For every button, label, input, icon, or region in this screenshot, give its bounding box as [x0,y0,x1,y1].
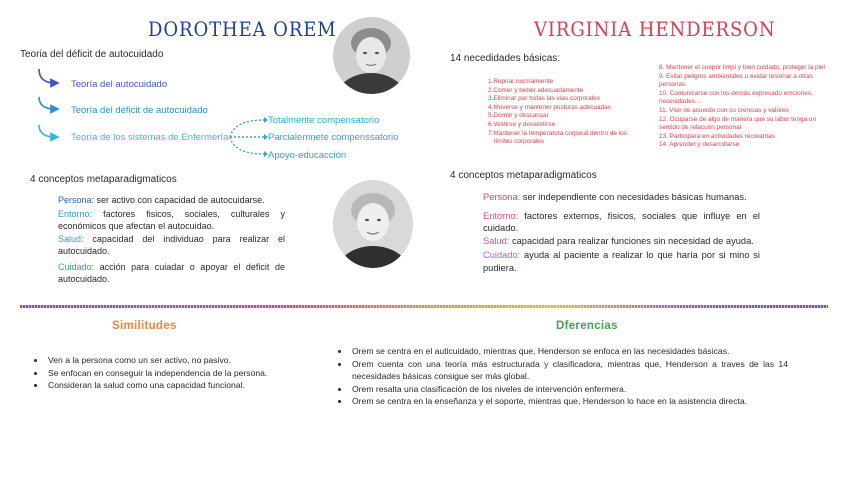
concept-text: acción para cuiadar o apoyar el deficit de autocuidado. [58,261,285,284]
need-item: 2.Comer y beber adecuadamente [488,86,584,94]
concept-label: Persona: [483,192,521,202]
concept-text: capacidad del individuao para realizar el autocuidado. [58,233,285,256]
henderson-concepts [483,191,760,274]
concept-text: capacidad para realizar funciones sin necesidad de ayuda. [509,235,754,246]
henderson-concept-persona [483,191,760,204]
orem-concept-salud [58,233,285,258]
list-item: • Orem se centra en el auticuidado, mientras que, Henderson se enfoca en las necesidades básicas. [350,345,788,358]
need-item: 13. Participara en actividades recreatnas [659,132,775,140]
henderson-concept-salud [483,235,760,248]
diferencias-list [338,345,788,408]
orem-theory-heading: Teoria del déficit de autocuidado [20,49,164,60]
needs-list-right [659,64,827,150]
need-item: 14. Aprender y desarrollarse [659,141,740,149]
system-parcial: Parcialemnete compenssatorio [268,132,399,143]
list-item: • Orem se centra en la enseñanza y el soporte, mientras que, Henderson lo hace en la asistencia directa. [350,395,788,408]
needs-list-left [488,78,638,147]
orem-concepts-heading: 4 conceptos metaparadigmaticos [30,174,177,185]
need-item: 5.Dormir y descansar [488,112,549,120]
henderson-needs-heading: 14 necedidades básicas: [450,53,561,64]
list-item: • Ven a la persona como un ser activo, no pasivo. [46,354,324,367]
need-item: 10. Comunicarse con los demás expresado emciones, necesidades.... [659,89,813,106]
orem-portrait [333,17,410,94]
need-item: 4.Moverse y mantener posturas adecuadas [488,103,611,111]
need-item: 11. Vivir de acuerdo con su crencias y valores [659,106,789,114]
concept-text: ser activo con capacidad de autocuidarse. [94,195,265,205]
concept-text: factores fisicos, sociales, culturales y económicos que afectan el autocuidao. [58,208,285,231]
need-item: 7.Mantener la temperatura corporal dentro de los límites corporales [488,129,627,146]
concept-label: Cuidado: [58,261,95,272]
orem-title: DOROTHEA OREM [148,17,337,41]
list-item: • Orem cuenta con una teoría más estructurada y clasificadora, mientras que, Henderson a traves de las 14 necesidades básicas consigue ser más global. [350,358,788,383]
need-item: 6.Vestirse y desvestirse [488,120,556,128]
theory-sistemas: Teoría de los sistemas de Enfermería [71,132,229,143]
list-item: • Se enfocan en conseguir la independencia de la persona. [46,367,324,380]
concept-label: Entorno: [483,210,519,221]
need-item: 12. Ocuparse de algo de manera que su labor tenga un sentido de relacuon personal [659,115,817,132]
henderson-concept-cuidado [483,249,760,274]
concept-text: ayuda al paciente a realizar lo que haría por si mino si pudiera. [483,250,760,273]
orem-concept-cuidado [58,261,285,286]
concept-label: Cuidado: [483,250,521,260]
list-item: • Orem resalta una clasificación de los niveles de intervención enfermera. [350,383,788,396]
orem-concept-persona [58,194,285,207]
need-item: 3.Eliminar por todas las vías corporales [488,95,600,103]
need-item: 8. Mantener el cuepor limpi y bien cuidado, proteger la piel [659,64,825,71]
need-item: 9. Evitar peligros ambientales u evidar lesionar a otras personas [659,72,813,89]
systems-branch-icon [228,114,268,160]
orem-concepts [58,194,285,286]
concept-text: factores externos, fisicos, sociales que influye en el cuidado. [483,210,760,233]
similitudes-title: Similitudes [112,320,177,332]
system-total: Totalmente compensatorio [268,115,380,126]
theory-deficit: Teoría del déficit de autocuidado [71,105,208,116]
concept-label: Salud: [483,235,510,246]
henderson-portrait [333,180,413,268]
system-apoyo: Apoyo-educacción [268,150,347,161]
henderson-title: VIRGINIA HENDERSON [534,17,776,41]
section-divider [20,305,828,308]
concept-label: Persona: [58,195,95,205]
need-item: 1.Repirar normalmente [488,78,554,85]
concept-text: ser independiente con necesidades básicas humanas. [520,192,747,202]
concept-label: Entorno: [58,208,93,219]
list-item: • Consideran la salud como una capacidad funcional. [46,379,324,392]
similitudes-list [34,354,324,392]
orem-concept-entorno [58,208,285,233]
diferencias-title: Dferencias [556,320,618,332]
henderson-concept-entorno [483,210,760,235]
theory-autocuidado: Teoría del autocuidado [71,79,168,90]
theory-arrows-icon [33,67,67,147]
concept-label: Salud: [58,233,84,244]
henderson-concepts-heading: 4 conceptos metaparadigmaticos [450,170,597,181]
